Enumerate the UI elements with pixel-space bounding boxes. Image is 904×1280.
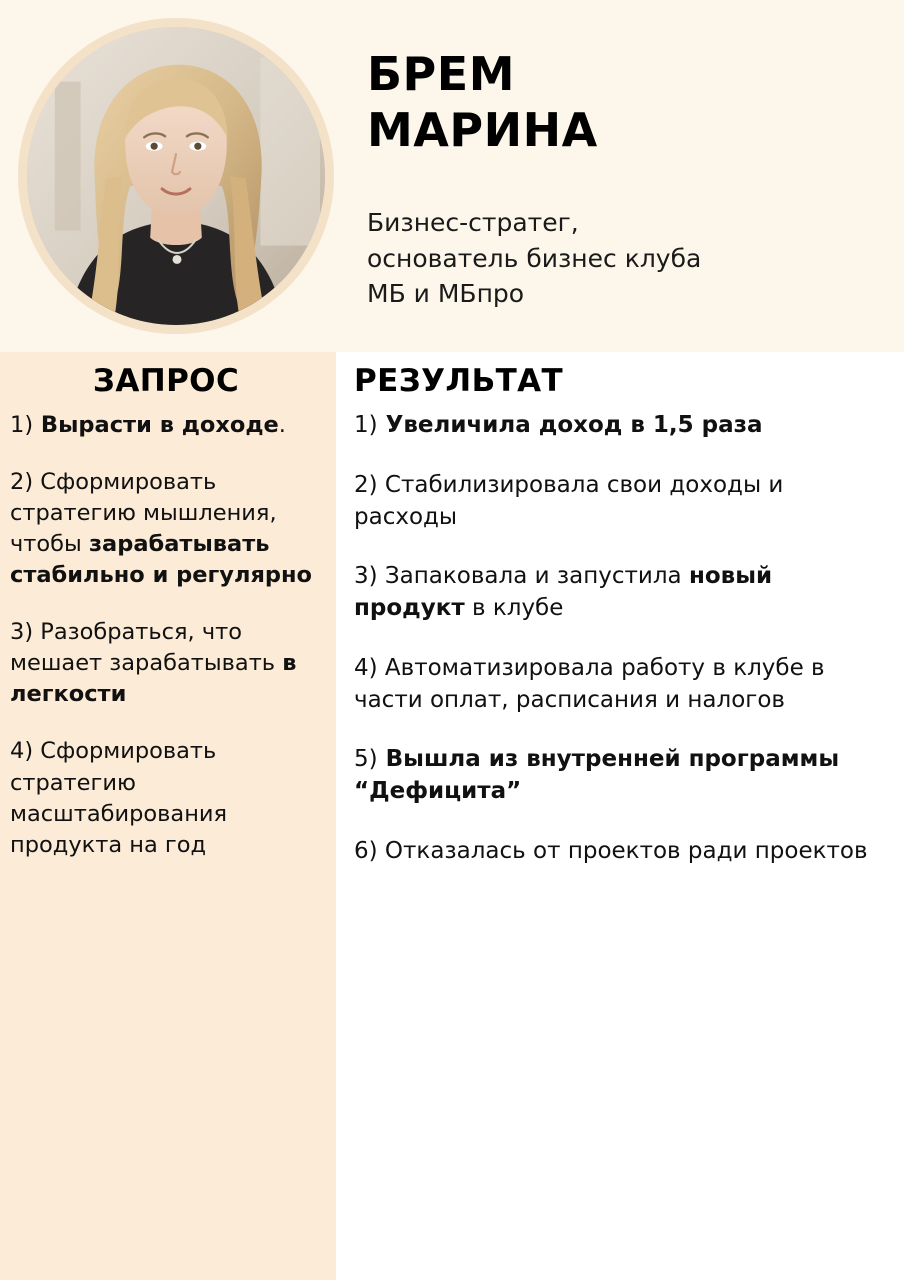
result-item (354, 653, 886, 716)
person-name-line1: БРЕМ (367, 47, 515, 101)
result-item (354, 561, 886, 624)
result-item-text: Стабилизировала свои доходы и расходы (354, 471, 784, 530)
request-item-number: 2) (10, 469, 34, 496)
request-item (10, 410, 322, 441)
result-items-list (354, 410, 886, 867)
request-item-number: 4) (10, 738, 34, 765)
result-item-text: новый продукт (354, 563, 773, 622)
result-item-number: 2) (354, 471, 378, 498)
avatar-ring (18, 18, 334, 334)
request-item-text: Вырасти в доходе (33, 412, 279, 439)
request-items-list (10, 410, 322, 861)
request-item-text: Сформировать стратегию масштабирования продукта на год (10, 738, 228, 858)
request-column (0, 352, 336, 1280)
result-column-title: РЕЗУЛЬТАТ (354, 363, 564, 399)
header-band (0, 0, 904, 352)
request-item (10, 467, 322, 591)
result-item (354, 410, 886, 442)
request-item-text: Сформировать стратегию мышления, чтобы (10, 469, 277, 558)
result-item-number: 6) (354, 837, 378, 864)
person-subtitle: Бизнес-стратег, основатель бизнес клуба МБ и МБпро (367, 208, 702, 308)
request-item (10, 736, 322, 860)
result-item-number: 3) (354, 563, 378, 590)
request-item-text: зарабатывать стабильно и регулярно (10, 531, 313, 589)
request-item-text: Разобраться, что мешает зарабатывать (10, 619, 283, 677)
result-item (354, 470, 886, 533)
request-column-title: ЗАПРОС (92, 363, 240, 399)
result-column (336, 352, 904, 1280)
request-item-number: 1) (10, 412, 34, 439)
request-item-text: . (278, 412, 286, 439)
request-item-text: в легкости (10, 650, 297, 708)
avatar (27, 27, 325, 325)
result-item-text: Вышла из внутренней программы “Дефицита” (354, 746, 840, 804)
person-name-line2: МАРИНА (367, 103, 598, 158)
portrait-photo-icon (27, 27, 325, 325)
person-name (367, 46, 887, 158)
result-item-number: 5) (354, 746, 378, 773)
result-item-number: 4) (354, 654, 378, 681)
result-item-text: Автоматизировала работу в клубе в части оплат, расписания и налогов (354, 654, 825, 713)
request-item-number: 3) (10, 619, 34, 646)
result-item-text: Запаковала и запустила (377, 563, 689, 590)
result-item-number: 1) (354, 412, 378, 439)
result-item-text: Отказалась от проектов ради проектов (377, 837, 868, 864)
result-item-text: в клубе (464, 595, 564, 622)
result-item (354, 836, 886, 868)
result-item-text: Увеличила доход в 1,5 раза (377, 412, 763, 439)
result-item (354, 744, 886, 807)
request-item (10, 617, 322, 710)
